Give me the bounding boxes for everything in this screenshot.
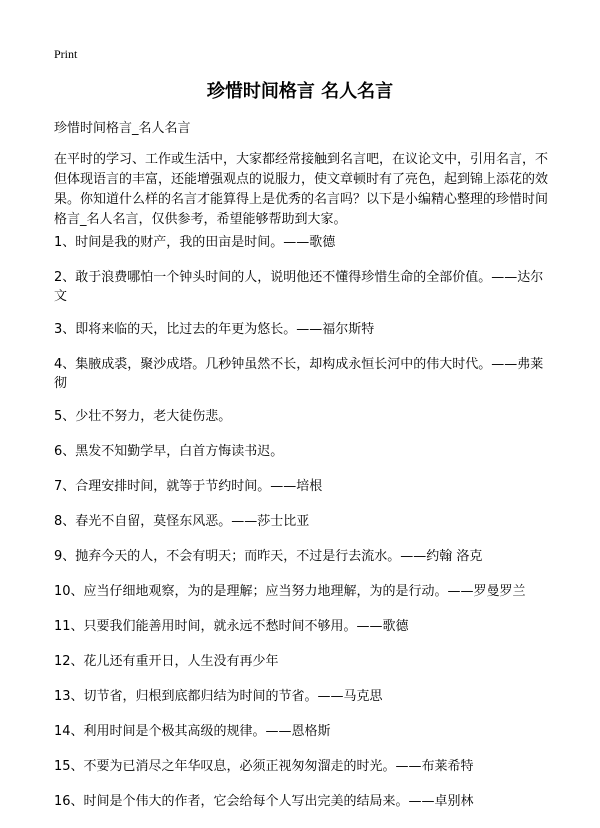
intro-paragraph: 在平时的学习、工作或生活中，大家都经常接触到名言吧，在议论文中，引用名言，不但体现语言的丰富，还能增强观点的说服力，使文章顿时有了亮色，起到锦上添花的效果。你知道什么样的名言才能算得上是优秀的名言吗？以下是小编精心整理的珍惜时间格言_名人名言，仅供参考，希望能够帮助到大家。	[54, 152, 549, 227]
document-subtitle: 珍惜时间格言_名人名言	[54, 121, 191, 136]
quote-item: 5、少壮不努力，老大徒伤悲。	[54, 409, 232, 424]
quote-item: 8、春光不自留，莫怪东风恶。——莎士比亚	[54, 514, 310, 529]
quote-item: 7、合理安排时间，就等于节约时间。——培根	[54, 479, 323, 494]
quote-item: 14、利用时间是个极其高级的规律。——恩格斯	[54, 724, 331, 739]
quote-item: 2、敢于浪费哪怕一个钟头时间的人，说明他还不懂得珍惜生命的全部价值。——达尔文	[54, 270, 544, 304]
quote-item: 1、时间是我的财产，我的田亩是时间。——歌德	[54, 235, 336, 250]
quote-item: 16、时间是个伟大的作者，它会给每个人写出完美的结局来。——卓别林	[54, 794, 474, 809]
quote-item: 9、抛弃今天的人，不会有明天；而昨天，不过是行去流水。——约翰 洛克	[54, 549, 483, 564]
quote-item: 11、只要我们能善用时间，就永远不愁时间不够用。——歌德	[54, 619, 409, 634]
print-label: Print	[54, 47, 78, 61]
quote-item: 10、应当仔细地观察，为的是理解；应当努力地理解，为的是行动。——罗曼罗兰	[54, 584, 526, 599]
document-title: 珍惜时间格言 名人名言	[206, 81, 394, 102]
quote-item: 12、花儿还有重开日，人生没有再少年	[54, 654, 279, 669]
quote-item: 4、集腋成裘，聚沙成塔。几秒钟虽然不长，却构成永恒长河中的伟大时代。——弗莱彻	[54, 357, 544, 391]
quote-item: 3、即将来临的天，比过去的年更为悠长。——福尔斯特	[54, 322, 375, 337]
quote-item: 15、不要为已消尽之年华叹息，必须正视匆匆溜走的时光。——布莱希特	[54, 759, 474, 774]
quote-item: 13、切节省，归根到底都归结为时间的节省。——马克思	[54, 689, 383, 704]
quote-item: 6、黑发不知勤学早，白首方悔读书迟。	[54, 444, 284, 459]
quote-list	[54, 233, 550, 827]
